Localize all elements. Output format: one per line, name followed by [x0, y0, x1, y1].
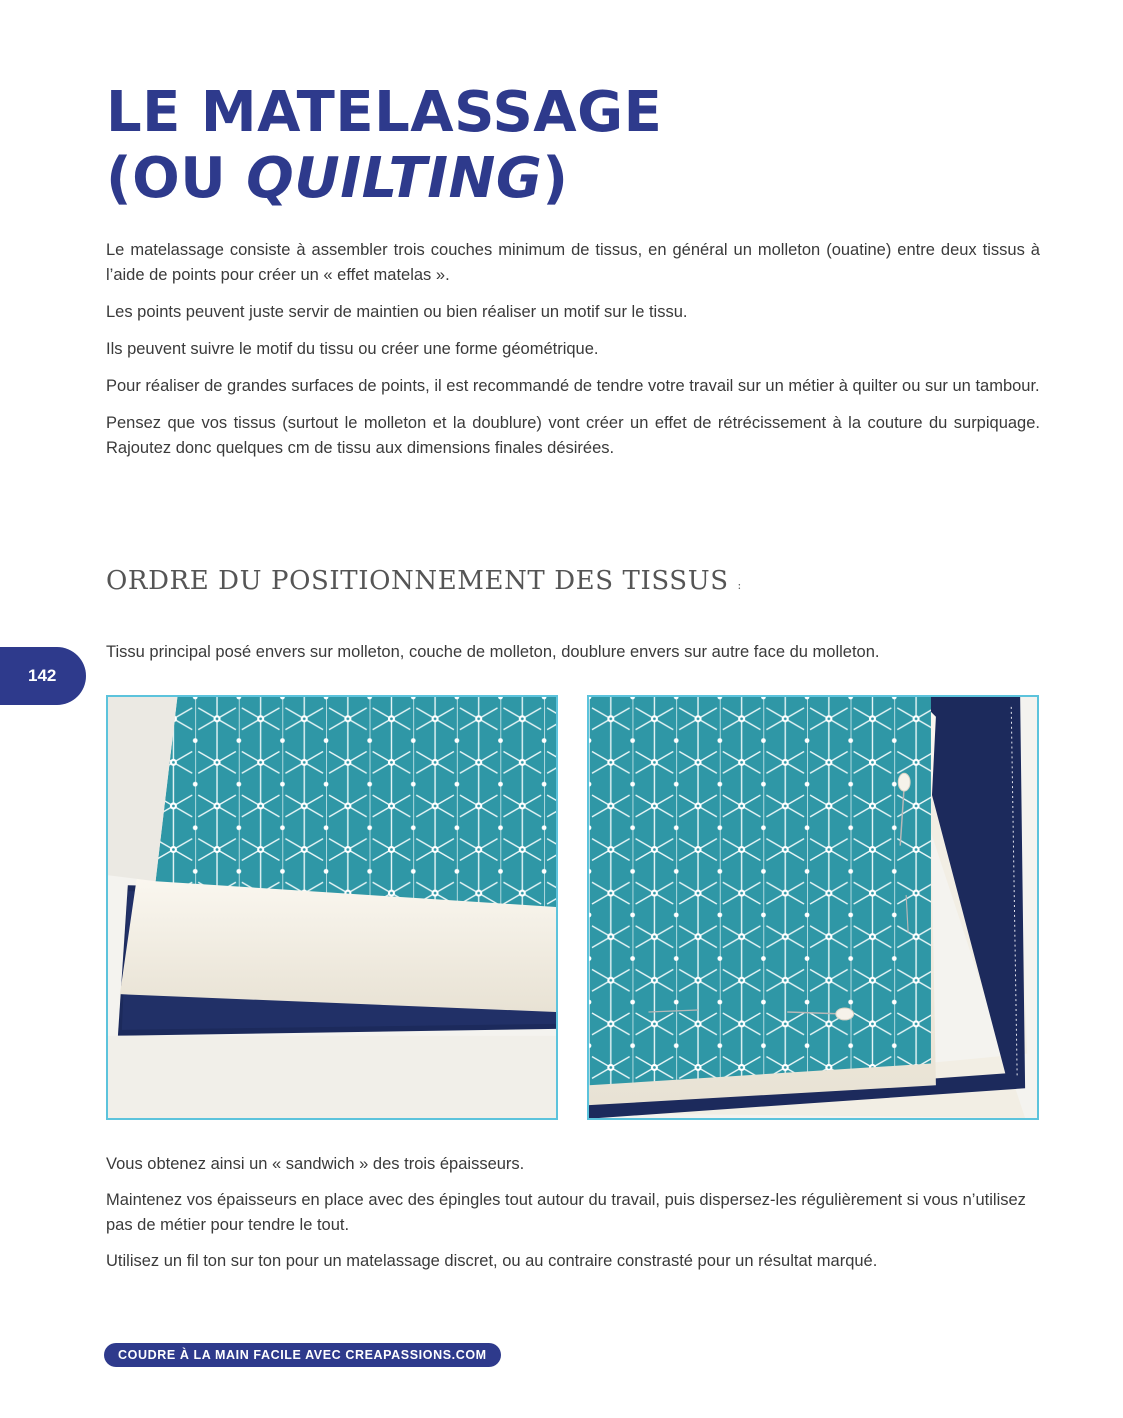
outro-text — [106, 1152, 1040, 1285]
title-line-2 — [106, 146, 662, 212]
section-subtitle — [106, 566, 742, 596]
subtitle-text: ORDRE DU POSITIONNEMENT DES TISSUS — [106, 566, 729, 596]
footer-text: COUDRE À LA MAIN FACILE AVEC CREAPASSIONS.COM — [118, 1348, 487, 1362]
subtitle-colon: : — [737, 579, 742, 592]
title-line-1: LE MATELASSAGE — [106, 80, 663, 145]
intro-paragraph: Ils peuvent suivre le motif du tissu ou créer une forme géométrique. — [106, 340, 599, 358]
outro-paragraph: Maintenez vos épaisseurs en place avec des épingles tout autour du travail, puis dispersez-les régulièrement si vous n’utilisez pas de métier pour tendre le tout. — [106, 1191, 1026, 1234]
intro-text — [106, 238, 1040, 473]
main-fabric-layer — [589, 697, 931, 1085]
fabric-layers-illustration — [108, 697, 556, 1118]
footer-book-title — [104, 1343, 501, 1367]
intro-paragraph: Pensez que vos tissus (surtout le molleton et la doublure) vont créer un effet de rétrécissement à la couture du surpiquage. Rajoutez donc quelques cm de tissu aux dimensions finales désirées. — [106, 414, 1040, 457]
page-title — [106, 80, 662, 212]
photo-pinned-sandwich — [587, 695, 1039, 1120]
title-paren-close: ) — [542, 146, 569, 211]
outro-paragraph: Vous obtenez ainsi un « sandwich » des trois épaisseurs. — [106, 1155, 525, 1173]
main-fabric-layer — [156, 697, 556, 907]
title-italic-word: QUILTING — [246, 146, 543, 211]
fabric-pinned-illustration — [589, 697, 1037, 1118]
intro-paragraph: Les points peuvent juste servir de maintien ou bien réaliser un motif sur le tissu. — [106, 303, 688, 321]
intro-paragraph: Pour réaliser de grandes surfaces de points, il est recommandé de tendre votre travail sur un métier à quilter ou sur un tambour. — [106, 377, 1040, 395]
page-number: 142 — [28, 666, 57, 685]
photo-caption: Tissu principal posé envers sur molleton, couche de molleton, doublure envers sur autre face du molleton. — [106, 643, 880, 661]
intro-paragraph: Le matelassage consiste à assembler trois couches minimum de tissus, en général un molleton (ouatine) entre deux tissus à l’aide de points pour créer un « effet matelas ». — [106, 241, 1040, 284]
outro-paragraph: Utilisez un fil ton sur ton pour un matelassage discret, ou au contraire constrasté pour un résultat marqué. — [106, 1252, 878, 1270]
photo-layers-stack — [106, 695, 558, 1120]
page-number-tab — [0, 647, 86, 705]
title-paren-open: (OU — [106, 146, 247, 211]
